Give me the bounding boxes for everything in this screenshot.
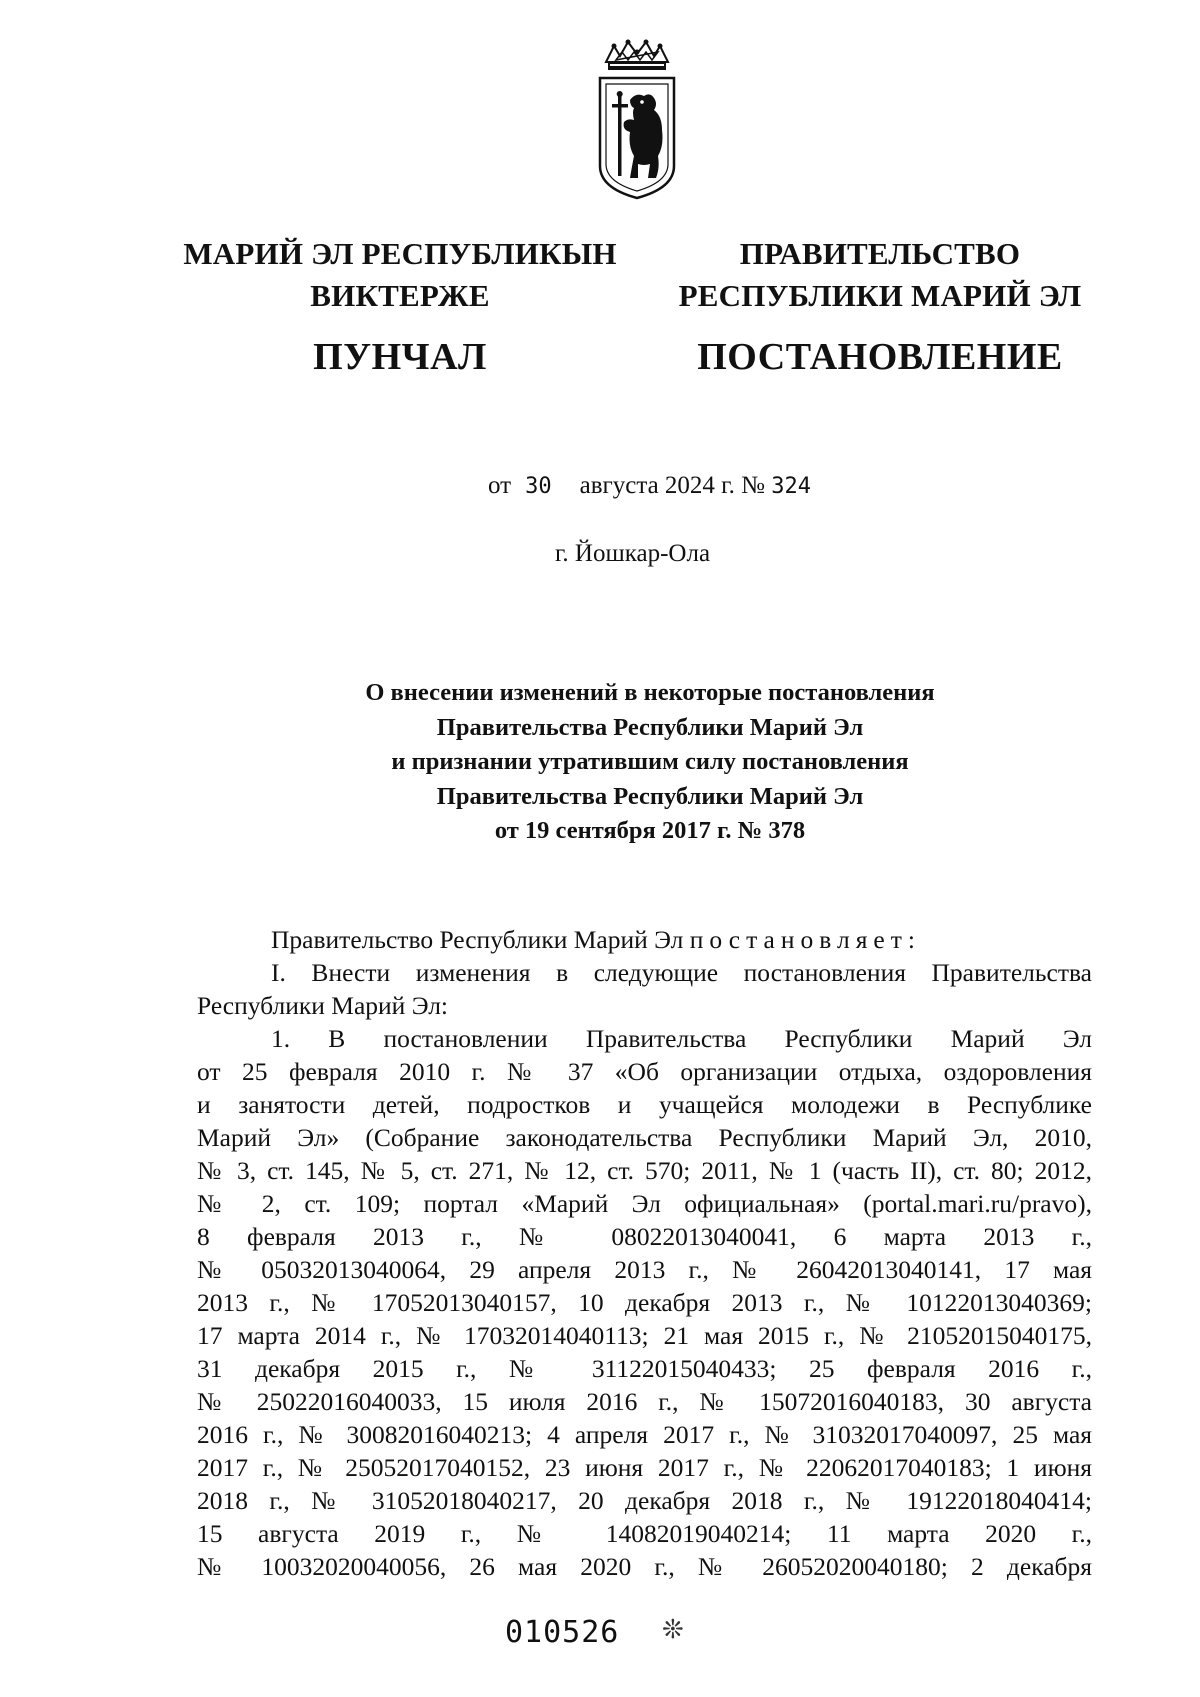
title-line: и признании утратившим силу постановления: [391, 748, 909, 775]
header-right-line2: РЕСПУБЛИКИ МАРИЙ ЭЛ: [678, 278, 1082, 313]
body-line: № 2, ст. 109; портал «Марий Эл официальная» (portal.mari.ru/pravo),: [197, 1189, 1092, 1218]
document-date: [488, 472, 811, 500]
body-line: 31 декабря 2015 г., № 31122015040433; 25 февраля 2016 г.,: [197, 1354, 1092, 1383]
body-line: и занятости детей, подростков и учащейся молодежи в Республике: [197, 1090, 1092, 1119]
title-line: Правительства Республики Марий Эл: [436, 782, 864, 810]
title-line: Правительства Республики Марий Эл: [436, 713, 864, 741]
header-left-line1: МАРИЙ ЭЛ РЕСПУБЛИКЫН: [183, 236, 617, 271]
document-serial-number: 010526: [505, 1615, 620, 1650]
title-line: от 19 сентября 2017 г. № 378: [494, 817, 806, 844]
body-line: № 10032020040056, 26 мая 2020 г., № 26052020040180; 2 декабря: [197, 1552, 1092, 1581]
header-right-line1: ПРАВИТЕЛЬСТВО: [739, 236, 1021, 271]
header-left-doctype: ПУНЧАЛ: [313, 336, 487, 378]
preamble-text: Правительство Республики Марий Эл: [271, 925, 684, 954]
document-title: [200, 676, 1100, 849]
body-line: 2017 г., № 25052017040152, 23 июня 2017 г., № 22062017040183; 1 июня: [197, 1453, 1092, 1482]
item-1-paragraph: [197, 1022, 1092, 1583]
document-body: [197, 923, 1092, 1583]
preamble: [197, 923, 1092, 956]
header-left-block: [180, 233, 620, 379]
header-right-block: [660, 233, 1100, 379]
date-day: 30: [525, 474, 552, 499]
coat-of-arms-emblem: [592, 38, 682, 208]
asterisk-mark-icon: ❊: [662, 1615, 684, 1645]
date-prefix: от: [488, 472, 512, 499]
section-1-paragraph: I. Внести изменения в следующие постановления Правительства Республики Марий Эл:: [197, 958, 1092, 1020]
body-line: от 25 февраля 2010 г. № 37 «Об организации отдыха, оздоровления: [197, 1057, 1092, 1086]
preamble-decree-word: постановляет:: [689, 925, 921, 954]
header-left-line2: ВИКТЕРЖЕ: [310, 278, 490, 313]
document-city: г. Йошкар-Ола: [555, 540, 711, 567]
body-line: 2018 г., № 31052018040217, 20 декабря 2018 г., № 19122018040414;: [197, 1486, 1092, 1515]
body-line: № 3, ст. 145, № 5, ст. 271, № 12, ст. 570; 2011, № 1 (часть II), ст. 80; 2012,: [197, 1156, 1092, 1185]
date-month-year: августа 2024 г. №: [579, 472, 765, 499]
body-line: 15 августа 2019 г., № 14082019040214; 11 марта 2020 г.,: [197, 1519, 1092, 1548]
body-line: 17 марта 2014 г., № 17032014040113; 21 мая 2015 г., № 21052015040175,: [197, 1321, 1092, 1350]
body-line: 8 февраля 2013 г., № 08022013040041, 6 марта 2013 г.,: [197, 1222, 1092, 1251]
body-line: Марий Эл» (Собрание законодательства Республики Марий Эл, 2010,: [197, 1123, 1092, 1152]
document-number: 324: [771, 474, 811, 499]
header-right-doctype: ПОСТАНОВЛЕНИЕ: [697, 336, 1063, 378]
title-line: О внесении изменений в некоторые постановления: [365, 679, 935, 706]
body-line: 2013 г., № 17052013040157, 10 декабря 2013 г., № 10122013040369;: [197, 1288, 1092, 1317]
body-line: № 05032013040064, 29 апреля 2013 г., № 26042013040141, 17 мая: [197, 1255, 1092, 1284]
body-line: № 25022016040033, 15 июля 2016 г., № 15072016040183, 30 августа: [197, 1387, 1092, 1416]
body-line: 2016 г., № 30082016040213; 4 апреля 2017 г., № 31032017040097, 25 мая: [197, 1420, 1092, 1449]
body-line: 1. В постановлении Правительства Республики Марий Эл: [271, 1024, 1092, 1053]
